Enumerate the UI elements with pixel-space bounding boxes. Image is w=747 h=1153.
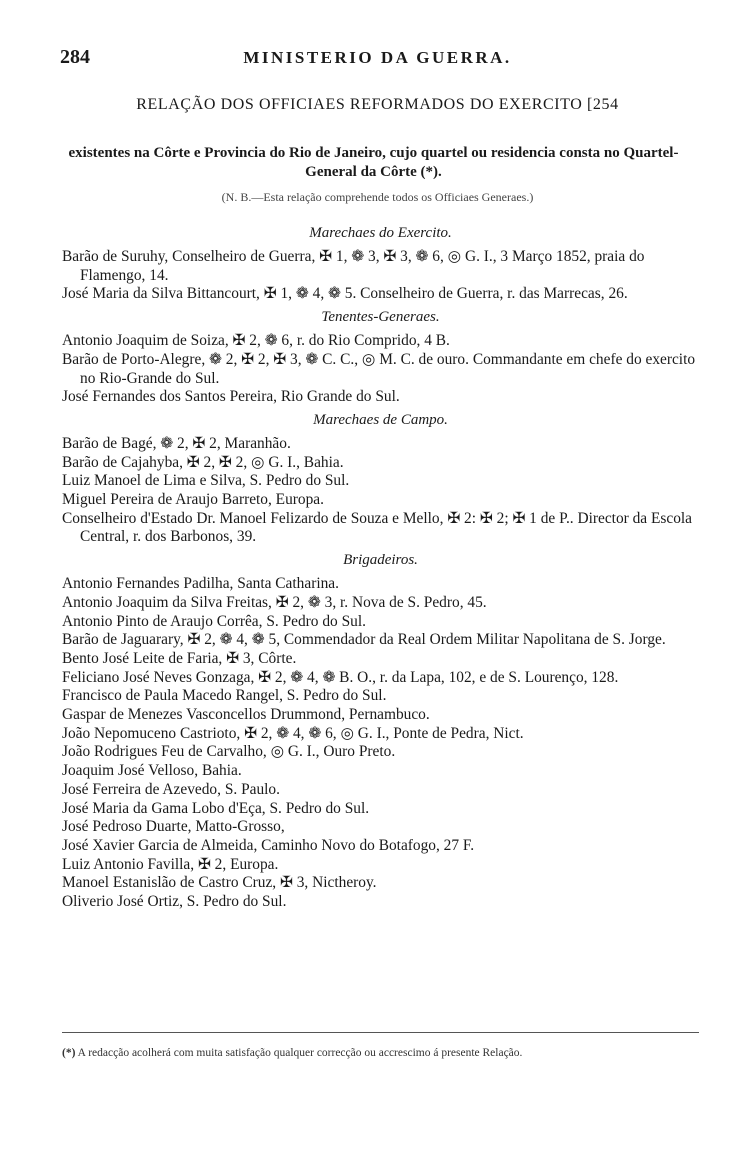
officer-entry: Oliverio José Ortiz, S. Pedro do Sul. — [62, 893, 287, 911]
officer-entry: Miguel Pereira de Araujo Barreto, Europa. — [62, 491, 324, 509]
officer-entry: João Nepomuceno Castrioto, ✠ 2, ❁ 4, ❁ 6, ◎ G. I., Ponte de Pedra, Nict. — [62, 724, 524, 742]
rank-section-title: Brigadeiros. — [343, 552, 418, 569]
rank-section — [62, 409, 699, 547]
officer-entry: José Ferreira de Azevedo, S. Paulo. — [62, 780, 280, 798]
rank-section-title: Tenentes-Generaes. — [321, 309, 440, 326]
running-head: MINISTERIO DA GUERRA. — [243, 48, 512, 67]
officer-entry: Antonio Joaquim da Silva Freitas, ✠ 2, ❁ 3, r. Nova de S. Pedro, 45. — [62, 593, 487, 611]
officer-entry: Francisco de Paula Macedo Rangel, S. Pedro do Sul. — [62, 687, 387, 705]
rank-section-title: Marechaes de Campo. — [313, 411, 448, 428]
officer-entry: Joaquim José Velloso, Bahia. — [62, 762, 242, 780]
officer-entry: Barão de Porto-Alegre, ❁ 2, ✠ 2, ✠ 3, ❁ C. C., ◎ M. C. de ouro. Commandante em chefe do exercito no Rio-Grande do Sul. — [62, 350, 696, 387]
officer-entry: Gaspar de Menezes Vasconcellos Drummond, Pernambuco. — [62, 706, 430, 724]
document-title: RELAÇÃO DOS OFFICIAES REFORMADOS DO EXERCITO [254 — [136, 96, 619, 113]
page-header — [60, 46, 695, 76]
officer-entry: José Xavier Garcia de Almeida, Caminho Novo do Botafogo, 27 F. — [62, 836, 475, 854]
officer-entry: Antonio Pinto de Araujo Corrêa, S. Pedro do Sul. — [62, 612, 366, 630]
page-number: 284 — [60, 46, 90, 68]
rank-section — [62, 549, 699, 912]
officer-entry: Luiz Manoel de Lima e Silva, S. Pedro do Sul. — [62, 472, 350, 490]
officer-entry: José Maria da Gama Lobo d'Eça, S. Pedro do Sul. — [62, 799, 370, 817]
officer-entry: José Fernandes dos Santos Pereira, Rio Grande do Sul. — [62, 388, 400, 406]
rank-section — [62, 222, 699, 304]
officer-entry: Barão de Jaguarary, ✠ 2, ❁ 4, ❁ 5, Commendador da Real Ordem Militar Napolitana de S. Jorge. — [62, 631, 666, 649]
officer-entry: João Rodrigues Feu de Carvalho, ◎ G. I., Ouro Preto. — [62, 743, 396, 761]
officer-entry: Antonio Fernandes Padilha, Santa Catharina. — [62, 575, 339, 593]
footnote-divider — [62, 1032, 699, 1033]
document-note: (N. B.—Esta relação comprehende todos os Officiaes Generaes.) — [221, 190, 534, 204]
footnote-text: A redacção acolherá com muita satisfação qualquer correcção ou accrescimo á presente Relação. — [77, 1047, 523, 1059]
officer-entry: Barão de Cajahyba, ✠ 2, ✠ 2, ◎ G. I., Bahia. — [62, 453, 344, 471]
officer-entry: Luiz Antonio Favilla, ✠ 2, Europa. — [62, 855, 279, 873]
document-subtitle: existentes na Côrte e Provincia do Rio de Janeiro, cujo quartel ou residencia consta no Quartel-General da Côrte (*). — [68, 145, 679, 180]
officer-entry: Conselheiro d'Estado Dr. Manoel Felizardo de Souza e Mello, ✠ 2: ✠ 2; ✠ 1 de P.. Director da Escola Central, r. dos Barbonos, 39. — [62, 509, 693, 546]
officer-entry: Bento José Leite de Faria, ✠ 3, Côrte. — [62, 649, 297, 667]
officer-entry: Barão de Suruhy, Conselheiro de Guerra, ✠ 1, ❁ 3, ✠ 3, ❁ 6, ◎ G. I., 3 Março 1852, praia do Flamengo, 14. — [62, 248, 645, 284]
rank-section — [62, 306, 699, 407]
officer-entry: Feliciano José Neves Gonzaga, ✠ 2, ❁ 4, ❁ B. O., r. da Lapa, 102, e de S. Lourenço, 128. — [62, 668, 619, 686]
rank-section-title: Marechaes do Exercito. — [309, 225, 452, 241]
officer-entry: José Maria da Silva Bittancourt, ✠ 1, ❁ 4, ❁ 5. Conselheiro de Guerra, r. das Marrecas, 26. — [62, 285, 628, 303]
footnote-mark: (*) — [62, 1047, 76, 1059]
footnote — [62, 1046, 699, 1060]
officer-list — [62, 220, 699, 912]
officer-entry: Barão de Bagé, ❁ 2, ✠ 2, Maranhão. — [62, 434, 291, 452]
officer-entry: José Pedroso Duarte, Matto-Grosso, — [62, 818, 285, 836]
officer-entry: Antonio Joaquim de Soiza, ✠ 2, ❁ 6, r. do Rio Comprido, 4 B. — [62, 332, 450, 350]
officer-entry: Manoel Estanislão de Castro Cruz, ✠ 3, Nictheroy. — [62, 874, 377, 892]
